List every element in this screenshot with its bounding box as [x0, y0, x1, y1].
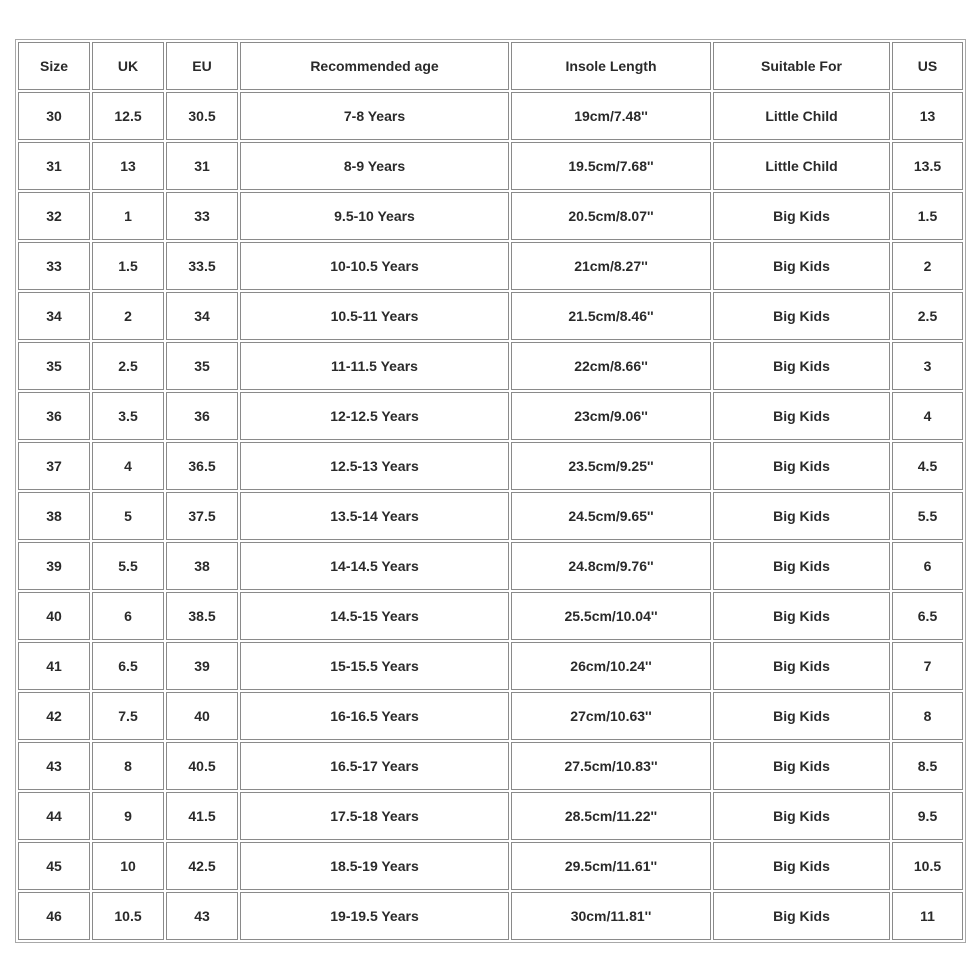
cell-suitable-for: Big Kids: [713, 692, 890, 740]
cell-recommended-age: 13.5-14 Years: [240, 492, 509, 540]
cell-insole-length: 24.5cm/9.65'': [511, 492, 711, 540]
cell-us: 6.5: [892, 592, 963, 640]
cell-insole-length: 30cm/11.81'': [511, 892, 711, 940]
cell-insole-length: 26cm/10.24'': [511, 642, 711, 690]
cell-insole-length: 19.5cm/7.68'': [511, 142, 711, 190]
cell-insole-length: 24.8cm/9.76'': [511, 542, 711, 590]
cell-size: 33: [18, 242, 90, 290]
cell-size: 39: [18, 542, 90, 590]
cell-eu: 40: [166, 692, 238, 740]
cell-suitable-for: Little Child: [713, 92, 890, 140]
table-header: [18, 42, 963, 90]
table-row: [18, 792, 963, 840]
cell-uk: 2.5: [92, 342, 164, 390]
table-row: [18, 692, 963, 740]
cell-insole-length: 23cm/9.06'': [511, 392, 711, 440]
cell-insole-length: 28.5cm/11.22'': [511, 792, 711, 840]
cell-suitable-for: Big Kids: [713, 742, 890, 790]
cell-size: 34: [18, 292, 90, 340]
cell-eu: 35: [166, 342, 238, 390]
cell-uk: 2: [92, 292, 164, 340]
cell-us: 9.5: [892, 792, 963, 840]
table-row: [18, 892, 963, 940]
table-row: [18, 192, 963, 240]
cell-size: 43: [18, 742, 90, 790]
table-row: [18, 542, 963, 590]
cell-recommended-age: 16.5-17 Years: [240, 742, 509, 790]
cell-us: 11: [892, 892, 963, 940]
cell-insole-length: 29.5cm/11.61'': [511, 842, 711, 890]
header-eu: EU: [166, 42, 238, 90]
cell-insole-length: 23.5cm/9.25'': [511, 442, 711, 490]
cell-size: 46: [18, 892, 90, 940]
cell-recommended-age: 12.5-13 Years: [240, 442, 509, 490]
cell-uk: 5.5: [92, 542, 164, 590]
cell-recommended-age: 15-15.5 Years: [240, 642, 509, 690]
cell-eu: 36.5: [166, 442, 238, 490]
cell-size: 31: [18, 142, 90, 190]
cell-insole-length: 21.5cm/8.46'': [511, 292, 711, 340]
cell-recommended-age: 17.5-18 Years: [240, 792, 509, 840]
cell-eu: 43: [166, 892, 238, 940]
cell-size: 41: [18, 642, 90, 690]
cell-uk: 10: [92, 842, 164, 890]
cell-us: 7: [892, 642, 963, 690]
cell-us: 2: [892, 242, 963, 290]
cell-suitable-for: Big Kids: [713, 392, 890, 440]
cell-suitable-for: Big Kids: [713, 542, 890, 590]
cell-eu: 41.5: [166, 792, 238, 840]
cell-us: 6: [892, 542, 963, 590]
cell-insole-length: 27cm/10.63'': [511, 692, 711, 740]
table-row: [18, 592, 963, 640]
cell-size: 32: [18, 192, 90, 240]
cell-recommended-age: 8-9 Years: [240, 142, 509, 190]
cell-uk: 8: [92, 742, 164, 790]
cell-size: 42: [18, 692, 90, 740]
cell-suitable-for: Big Kids: [713, 292, 890, 340]
cell-size: 35: [18, 342, 90, 390]
cell-us: 13.5: [892, 142, 963, 190]
cell-eu: 37.5: [166, 492, 238, 540]
cell-uk: 1: [92, 192, 164, 240]
header-row: [18, 42, 963, 90]
header-us: US: [892, 42, 963, 90]
cell-uk: 12.5: [92, 92, 164, 140]
cell-recommended-age: 19-19.5 Years: [240, 892, 509, 940]
cell-us: 3: [892, 342, 963, 390]
cell-uk: 5: [92, 492, 164, 540]
cell-eu: 36: [166, 392, 238, 440]
cell-suitable-for: Big Kids: [713, 442, 890, 490]
cell-recommended-age: 9.5-10 Years: [240, 192, 509, 240]
cell-insole-length: 20.5cm/8.07'': [511, 192, 711, 240]
table-row: [18, 242, 963, 290]
cell-suitable-for: Big Kids: [713, 842, 890, 890]
cell-suitable-for: Big Kids: [713, 792, 890, 840]
table-row: [18, 842, 963, 890]
cell-us: 8: [892, 692, 963, 740]
cell-uk: 13: [92, 142, 164, 190]
size-chart-table: [15, 39, 966, 943]
table-row: [18, 642, 963, 690]
cell-eu: 34: [166, 292, 238, 340]
cell-suitable-for: Big Kids: [713, 242, 890, 290]
cell-suitable-for: Big Kids: [713, 892, 890, 940]
table-row: [18, 292, 963, 340]
header-recommended-age: Recommended age: [240, 42, 509, 90]
cell-suitable-for: Big Kids: [713, 592, 890, 640]
cell-us: 2.5: [892, 292, 963, 340]
cell-recommended-age: 10-10.5 Years: [240, 242, 509, 290]
cell-eu: 40.5: [166, 742, 238, 790]
cell-uk: 6: [92, 592, 164, 640]
table-row: [18, 742, 963, 790]
cell-insole-length: 22cm/8.66'': [511, 342, 711, 390]
cell-us: 4.5: [892, 442, 963, 490]
table-row: [18, 392, 963, 440]
cell-eu: 31: [166, 142, 238, 190]
cell-recommended-age: 10.5-11 Years: [240, 292, 509, 340]
cell-us: 13: [892, 92, 963, 140]
cell-size: 38: [18, 492, 90, 540]
cell-eu: 39: [166, 642, 238, 690]
cell-uk: 7.5: [92, 692, 164, 740]
cell-eu: 38.5: [166, 592, 238, 640]
cell-insole-length: 25.5cm/10.04'': [511, 592, 711, 640]
cell-eu: 33: [166, 192, 238, 240]
cell-suitable-for: Big Kids: [713, 492, 890, 540]
cell-suitable-for: Big Kids: [713, 342, 890, 390]
cell-insole-length: 27.5cm/10.83'': [511, 742, 711, 790]
cell-size: 44: [18, 792, 90, 840]
cell-uk: 6.5: [92, 642, 164, 690]
cell-recommended-age: 12-12.5 Years: [240, 392, 509, 440]
header-insole-length: Insole Length: [511, 42, 711, 90]
cell-uk: 9: [92, 792, 164, 840]
cell-uk: 3.5: [92, 392, 164, 440]
header-size: Size: [18, 42, 90, 90]
cell-eu: 30.5: [166, 92, 238, 140]
header-suitable-for: Suitable For: [713, 42, 890, 90]
header-uk: UK: [92, 42, 164, 90]
cell-recommended-age: 14-14.5 Years: [240, 542, 509, 590]
cell-uk: 4: [92, 442, 164, 490]
table-row: [18, 442, 963, 490]
cell-recommended-age: 7-8 Years: [240, 92, 509, 140]
cell-us: 4: [892, 392, 963, 440]
cell-insole-length: 19cm/7.48'': [511, 92, 711, 140]
cell-uk: 10.5: [92, 892, 164, 940]
cell-recommended-age: 11-11.5 Years: [240, 342, 509, 390]
cell-recommended-age: 18.5-19 Years: [240, 842, 509, 890]
cell-insole-length: 21cm/8.27'': [511, 242, 711, 290]
cell-us: 8.5: [892, 742, 963, 790]
cell-us: 1.5: [892, 192, 963, 240]
table-row: [18, 142, 963, 190]
table-body: [18, 92, 963, 940]
cell-size: 36: [18, 392, 90, 440]
cell-eu: 33.5: [166, 242, 238, 290]
cell-eu: 38: [166, 542, 238, 590]
cell-us: 5.5: [892, 492, 963, 540]
cell-suitable-for: Little Child: [713, 142, 890, 190]
cell-size: 45: [18, 842, 90, 890]
table-row: [18, 92, 963, 140]
table-row: [18, 492, 963, 540]
cell-uk: 1.5: [92, 242, 164, 290]
cell-recommended-age: 14.5-15 Years: [240, 592, 509, 640]
cell-size: 40: [18, 592, 90, 640]
cell-eu: 42.5: [166, 842, 238, 890]
cell-size: 37: [18, 442, 90, 490]
table-row: [18, 342, 963, 390]
cell-suitable-for: Big Kids: [713, 642, 890, 690]
cell-suitable-for: Big Kids: [713, 192, 890, 240]
cell-us: 10.5: [892, 842, 963, 890]
cell-size: 30: [18, 92, 90, 140]
cell-recommended-age: 16-16.5 Years: [240, 692, 509, 740]
